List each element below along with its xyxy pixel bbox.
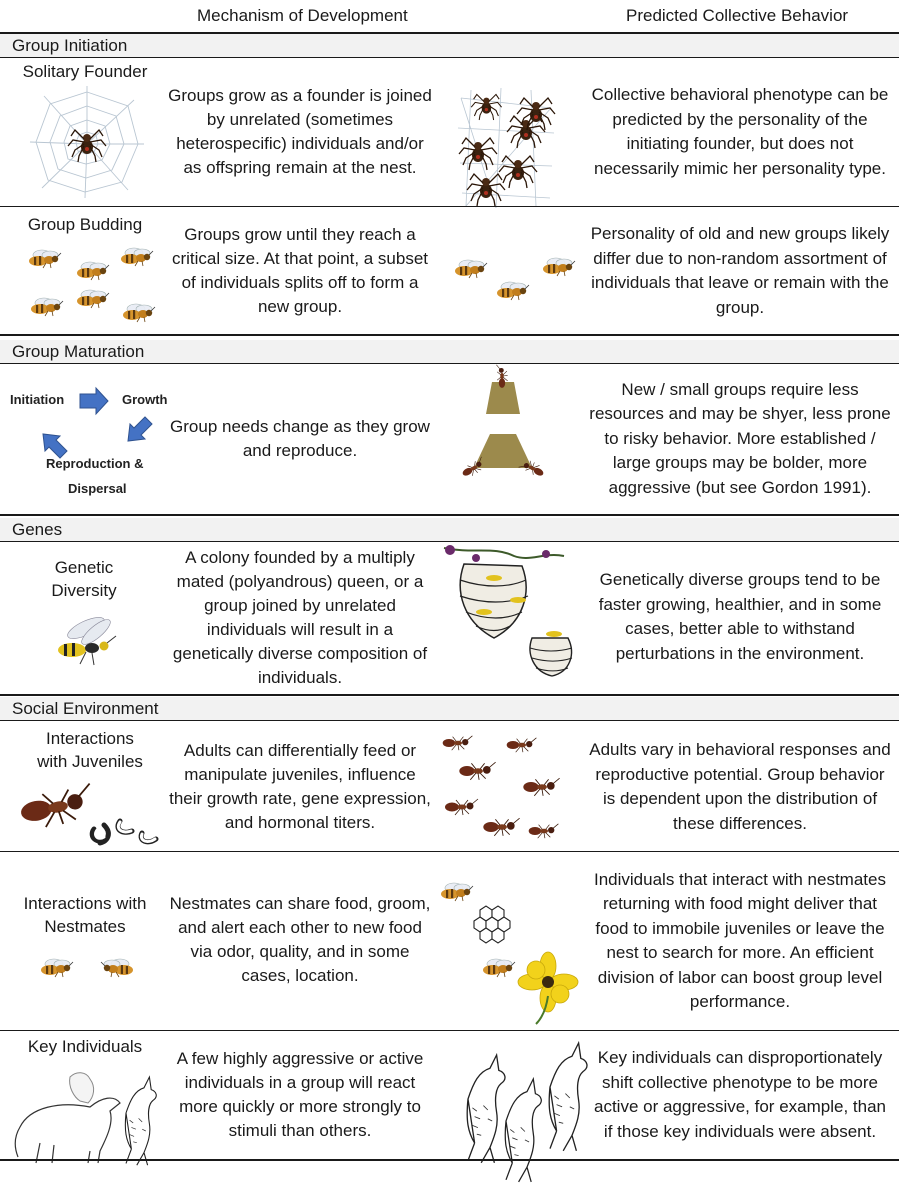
mechanism-solitary-founder: Groups grow as a founder is joined by unrelated (sometimes heterospecific) individuals and/or as offspring remain at the nest. [168,86,432,177]
row-label-interactions-nestmates: Interactions with Nestmates [23,894,147,936]
spider-colony-illustration [456,88,556,208]
row-label-interactions-juveniles: Interactions with Juveniles [37,729,143,771]
header-mechanism: Mechanism of Development [197,6,408,25]
flow-dispersal: Dispersal [68,481,127,496]
mechanism-key-individuals: A few highly aggressive or active individuals in a group will react more quickly or more strongly to stimuli than others. [176,1049,424,1140]
prediction-solitary-founder: Collective behavioral phenotype can be predicted by the personality of the initiating founder, but does not necessarily mimic her personality type. [591,85,889,178]
prediction-interactions-nestmates: Individuals that interact with nestmates returning with food might deliver that food to immobile juveniles or leave the nest to search for more. An efficient division of labor can boost group level performance. [594,869,886,1011]
bee-group-illustration [20,243,160,328]
howling-wolves-illustration [440,1039,590,1189]
mechanism-group-maturation: Group needs change as they grow and reproduce. [170,417,430,460]
nestmate-bees-illustration [22,948,152,988]
row-group-maturation [0,364,899,514]
section-rule [0,514,899,516]
ant-group-illustration [438,731,578,851]
section-genes: Genes [0,518,899,541]
row-key-individuals [0,1031,899,1159]
prediction-group-maturation: New / small groups require less resources and may be shyer, less prone to risky behavior. More established / large groups may be bolder, more aggressive (but see Gordon 1991). [589,379,891,497]
row-label-group-budding: Group Budding [27,215,143,234]
flow-initiation: Initiation [10,392,65,407]
ant-larvae-illustration [8,785,168,849]
mechanism-interactions-juveniles: Adults can differentially feed or manipulate juveniles, influence their growth rate, gene expression, and hormonal titers. [169,741,431,832]
mechanism-group-budding: Groups grow until they reach a critical size. At that point, a subset of individuals splits off to form a new group. [171,225,429,316]
mechanism-genetic-diversity: A colony founded by a multiply mated (polyandrous) queen, or a group joined by unrelated individuals will result in a genetically diverse composition of individuals. [172,548,428,687]
section-social-environment: Social Environment [0,697,899,720]
wasp-nest-illustration [434,542,584,692]
wasp-illustration [50,612,130,672]
prediction-key-individuals: Key individuals can disproportionately shift collective phenotype to be more active or aggressive, for example, than if those key individuals were absent. [594,1048,886,1141]
wolves-illustration [10,1067,170,1165]
row-label-genetic-diversity: Genetic Diversity [51,558,117,600]
header-predicted: Predicted Collective Behavior [626,6,849,25]
prediction-group-budding: Personality of old and new groups likely differ due to non-random assortment of individuals that leave or remain with the group. [590,224,890,317]
row-group-budding [0,207,899,334]
spider-web-illustration [30,84,145,199]
flow-growth: Growth [122,392,168,407]
row-interactions-nestmates [0,852,899,1030]
mechanism-interactions-nestmates: Nestmates can share food, groom, and alert each other to new food via odor, quality, and in some cases, location. [169,894,431,985]
row-label-solitary-founder: Solitary Founder [22,62,148,81]
flow-reproduction: Reproduction & [46,456,144,471]
row-genetic-diversity [0,542,899,694]
honeycomb-flower-illustration [436,874,576,1026]
row-solitary-founder [0,58,899,206]
row-interactions-juveniles [0,721,899,851]
prediction-genetic-diversity: Genetically diverse groups tend to be faster growing, healthier, and in some cases, better able to withstand perturbations in the environment. [598,570,882,663]
split-bee-illustration [446,247,586,307]
section-rule [0,694,899,696]
pyramid-ants-illustration [448,368,558,494]
bottom-rule [0,1159,899,1161]
section-group-maturation: Group Maturation [0,340,899,363]
section-group-initiation: Group Initiation [0,34,899,57]
row-label-key-individuals: Key Individuals [27,1037,143,1056]
prediction-interactions-juveniles: Adults vary in behavioral responses and reproductive potential. Group behavior is dependent upon the distribution of these differences. [589,740,891,833]
section-rule [0,334,899,336]
